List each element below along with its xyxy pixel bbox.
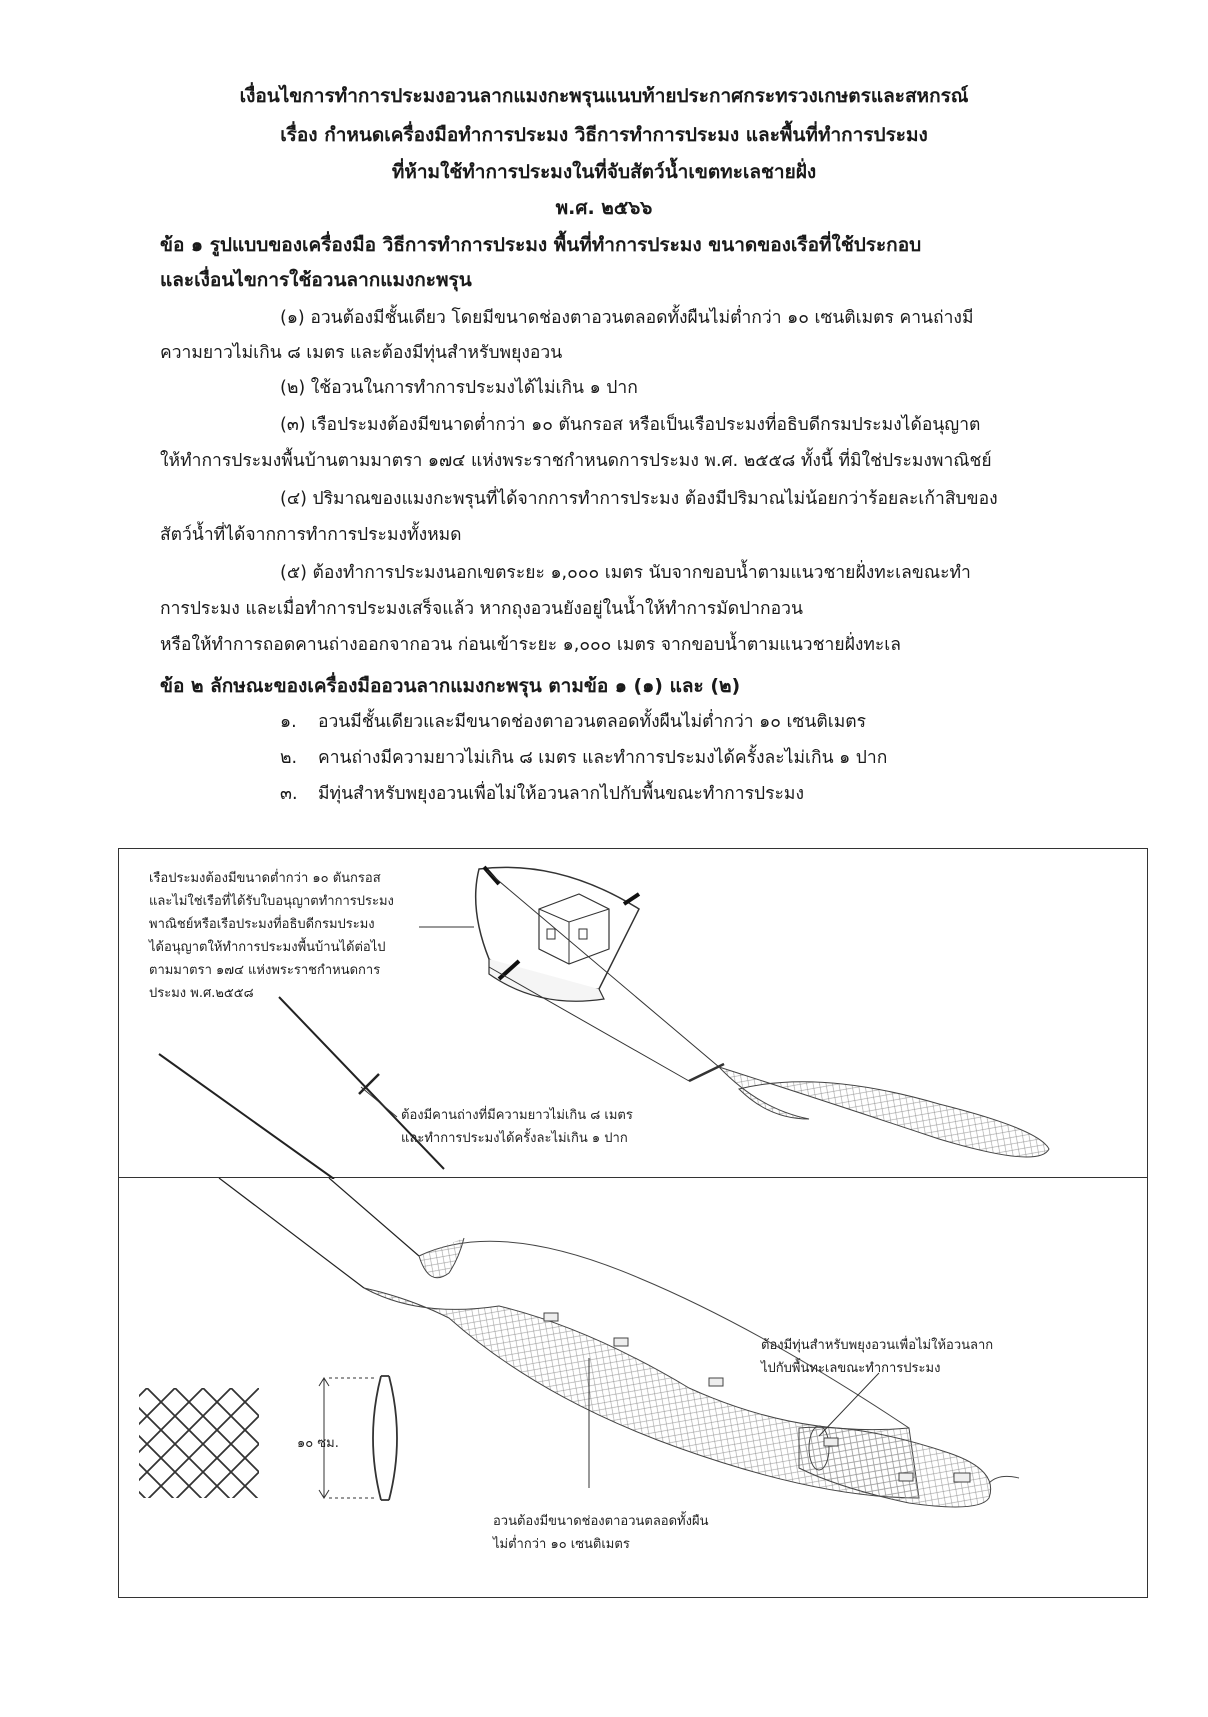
boat-size-note-line: และไม่ใช่เรือที่ได้รับใบอนุญาตทำการประมง [149, 894, 394, 909]
section-1-heading-line-1: ข้อ ๑ รูปแบบของเครื่องมือ วิธีการทำการประมง พื้นที่ทำการประมง ขนาดของเรือที่ใช้ประกอบ [160, 234, 922, 256]
section-1-heading-line-2: และเงื่อนไขการใช้อวนลากแมงกะพรุน [160, 269, 472, 291]
float-note [761, 1334, 993, 1380]
clause-4-line-2: สัตว์น้ำที่ได้จากการทำการประมงทั้งหมด [160, 525, 462, 545]
item-3-number: ๓. [280, 784, 298, 804]
clause-1-line-1: (๑) อวนต้องมีชั้นเดียว โดยมีขนาดช่องตาอวนตลอดทั้งผืนไม่ต่ำกว่า ๑๐ เซนติเมตร คานถ่างมี [280, 308, 974, 328]
doc-title-line-2: เรื่อง กำหนดเครื่องมือทำการประมง วิธีการทำการประมง และพื้นที่ทำการประมง [280, 124, 928, 146]
boat-size-note-line: ได้อนุญาตให้ทำการประมงพื้นบ้านได้ต่อไป [149, 940, 386, 955]
float [899, 1473, 913, 1481]
mesh-closeup [139, 1388, 259, 1498]
clause-1-line-2: ความยาวไม่เกิน ๘ เมตร และต้องมีทุ่นสำหรับพยุงอวน [160, 343, 563, 363]
beam-length-note [401, 1104, 633, 1150]
float [614, 1338, 628, 1346]
boat [476, 867, 639, 1001]
boat-size-note-line: เรือประมงต้องมีขนาดต่ำกว่า ๑๐ ตันกรอส [149, 871, 381, 886]
clause-2-line-1: (๒) ใช้อวนในการทำการประมงได้ไม่เกิน ๑ ปาก [280, 378, 638, 398]
boat-size-note-line: ตามมาตรา ๑๗๔ แห่งพระราชกำหนดการ [149, 963, 381, 978]
section-2-heading: ข้อ ๒ ลักษณะของเครื่องมืออวนลากแมงกะพรุน ตามข้อ ๑ (๑) และ (๒) [160, 675, 741, 697]
beam-length-note-line: ต้องมีคานถ่างที่มีความยาวไม่เกิน ๘ เมตร [401, 1108, 633, 1123]
float-note-line: ต้องมีทุ่นสำหรับพยุงอวนเพื่อไม่ให้อวนลาก [761, 1338, 994, 1353]
float [824, 1438, 838, 1446]
doc-title-year: พ.ศ. ๒๕๖๖ [555, 197, 653, 219]
boat-size-note [149, 867, 394, 1005]
float-callout-leader [819, 1373, 879, 1436]
mesh-size-note-line: ไม่ต่ำกว่า ๑๐ เซนติเมตร [493, 1537, 630, 1552]
item-1-text: อวนมีชั้นเดียวและมีขนาดช่องตาอวนตลอดทั้งผืนไม่ต่ำกว่า ๑๐ เซนติเมตร [318, 712, 867, 732]
boat-size-note-line: พาณิชย์หรือเรือประมงที่อธิบดีกรมประมง [149, 917, 375, 932]
main-net [159, 997, 444, 1179]
mesh-size-note [493, 1510, 708, 1556]
clause-3-line-2: ให้ทำการประมงพื้นบ้านตามมาตรา ๑๗๔ แห่งพระราชกำหนดการประมง พ.ศ. ๒๕๕๘ ทั้งนี้ ที่มิใช่ประมงพาณิชย์ [160, 451, 992, 471]
float [544, 1313, 558, 1321]
clause-3-line-1: (๓) เรือประมงต้องมีขนาดต่ำกว่า ๑๐ ตันกรอส หรือเป็นเรือประมงที่อธิบดีกรมประมงได้อนุญาต [280, 415, 981, 435]
mesh-size-label: ๑๐ ซม. [297, 1436, 339, 1451]
doc-title-line-1: เงื่อนไขการทำการประมงอวนลากแมงกะพรุนแนบท้ายประกาศกระทรวงเกษตรและสหกรณ์ [239, 85, 969, 107]
trawl-net-illustration-lower [118, 1178, 1148, 1598]
beam-length-note-line: และทำการประมงได้ครั้งละไม่เกิน ๑ ปาก [401, 1131, 628, 1146]
boat-size-note-line: ประมง พ.ศ.๒๕๕๘ [149, 986, 254, 1001]
float-note-line: ไปกับพื้นทะเลขณะทำการประมง [761, 1361, 941, 1376]
float [709, 1378, 723, 1386]
clause-5-line-2: การประมง และเมื่อทำการประมงเสร็จแล้ว หากถุงอวนยังอยู่ในน้ำให้ทำการมัดปากอวน [160, 599, 803, 619]
item-1-number: ๑. [280, 712, 297, 732]
clause-5-line-1: (๕) ต้องทำการประมงนอกเขตระยะ ๑,๐๐๐ เมตร นับจากขอบน้ำตามแนวชายฝั่งทะเลขณะทำ [280, 563, 971, 583]
trawl-net-illustration [118, 848, 1148, 1178]
stretched-mesh [373, 1376, 397, 1500]
clause-5-line-3: หรือให้ทำการถอดคานถ่างออกจากอวน ก่อนเข้าระยะ ๑,๐๐๐ เมตร จากขอบน้ำตามแนวชายฝั่งทะเล [160, 635, 902, 655]
float [954, 1473, 970, 1482]
doc-title-line-3: ที่ห้ามใช้ทำการประมงในที่จับสัตว์น้ำเขตทะเลชายฝั่ง [391, 161, 817, 183]
beam-callout-leader [361, 1087, 397, 1117]
clause-4-line-1: (๔) ปริมาณของแมงกะพรุนที่ได้จากการทำการประมง ต้องมีปริมาณไม่น้อยกว่าร้อยละเก้าสิบของ [280, 489, 998, 509]
item-3-text: มีทุ่นสำหรับพยุงอวนเพื่อไม่ให้อวนลากไปกับพื้นขณะทำการประมง [318, 784, 804, 804]
item-2-number: ๒. [280, 748, 298, 768]
mesh-size-note-line: อวนต้องมีขนาดช่องตาอวนตลอดทั้งผืน [493, 1514, 709, 1529]
item-2-text: คานถ่างมีความยาวไม่เกิน ๘ เมตร และทำการประมงได้ครั้งละไม่เกิน ๑ ปาก [318, 748, 888, 768]
